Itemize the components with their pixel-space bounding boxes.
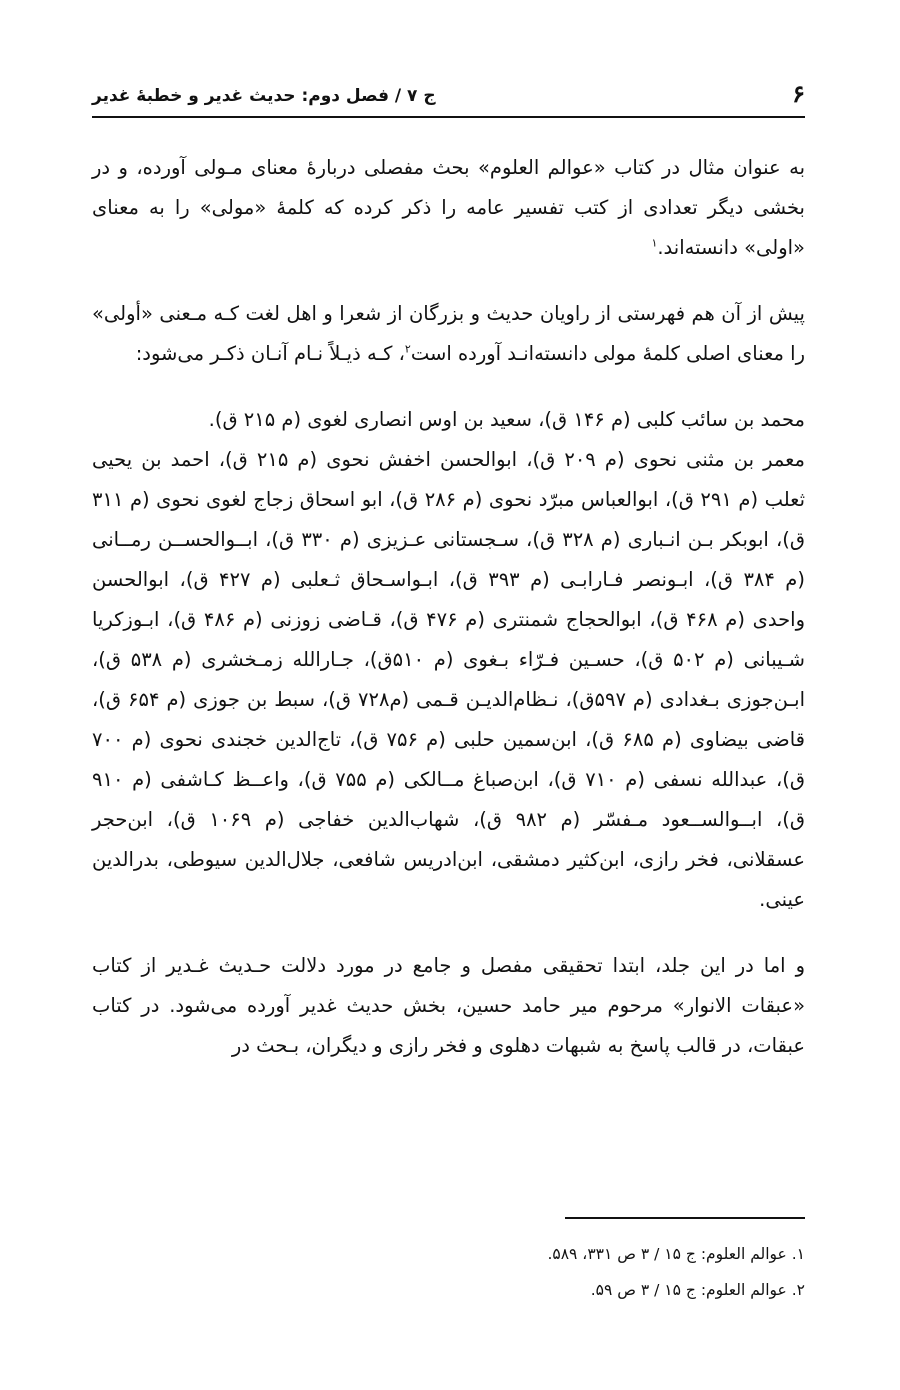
footnote-rule	[565, 1217, 805, 1219]
footnote-1: ۱. عوالم العلوم: ج ۱۵ / ۳ ص ۳۳۱، ۵۸۹.	[547, 1245, 805, 1263]
footnote-ref-2: ۲	[404, 342, 411, 356]
paragraph-2-text-before: پیش از آن هم فهرستی از راویان حدیث و بزرگان از شعرا و اهل لغت کـه مـعنی «أولی» را معنای اصلی کلمهٔ مولی دانسته‌انـد آورده است	[92, 302, 805, 365]
footnotes	[92, 1236, 805, 1308]
paragraph-2-text-after: ، کـه ذیـلاً نـام آنـان ذکـر می‌شود:	[135, 342, 405, 365]
paragraph-2	[92, 294, 805, 374]
paragraph-1-text: به عنوان مثال در کتاب «عوالم العلوم» بحث مفصلی دربارهٔ معنای مـولی آورده، و در بخشی دیگر تعدادی از کتب تفسیر عامه را ذکر کرده که کلمهٔ «مولی» را به معنای «اولی» دانسته‌اند.	[92, 156, 805, 259]
page-number: ۶	[792, 79, 805, 108]
running-head: ج ۷ / فصل دوم: حدیث غدیر و خطبهٔ غدیر	[92, 86, 436, 106]
paragraph-3: محمد بن سائب کلبی (م ۱۴۶ ق)، سعید بن اوس انصاری لغوی (م ۲۱۵ ق).	[208, 408, 805, 431]
paragraph-4: معمر بن مثنی نحوی (م ۲۰۹ ق)، ابوالحسن اخفش نحوی (م ۲۱۵ ق)، احمد بن یحیی ثعلب (م ۲۹۱ ق)، ابوالعباس مبرّد نحوی (م ۲۸۶ ق)، ابو اسحاق زجاج لغوی نحوی (م ۳۱۱ ق)، ابوبکر بـن انـباری (م ۳۲۸ ق)، سـجستانی عـزیزی (م ۳۳۰ ق)، ابــوالحســن رمــانی (م ۳۸۴ ق)، ابـونصر فـارابـی (م ۳۹۳ ق)، ابـواسـحاق ثـعلبی (م ۴۲۷ ق)، ابوالحسن واحدی (م ۴۶۸ ق)، ابوالحجاج شمنتری (م ۴۷۶ ق)، قـاضی زوزنی (م ۴۸۶ ق)، ابـوزکریا شـیبانی (م ۵۰۲ ق)، حسـین فـرّاء بـغوی (م ۵۱۰ق)، جـارالله زمـخشری (م ۵۳۸ ق)، ابـن‌جوزی بـغدادی (م ۵۹۷ق)، نـظام‌الدیـن قـمی (م۷۲۸ ق)، سبط بن جوزی (م ۶۵۴ ق)، قاضی بیضاوی (م ۶۸۵ ق)، ابن‌سمین حلبی (م ۷۵۶ ق)، تاج‌الدین خجندی نحوی (م ۷۰۰ ق)، عبدالله نسفی (م ۷۱۰ ق)، ابن‌صباغ مــالکی (م ۷۵۵ ق)، واعــظ کـاشفی (م ۹۱۰ ق)، ابــوالســعود مـفسّر (م ۹۸۲ ق)، شهاب‌الدین خفاجی (م ۱۰۶۹ ق)، ابن‌حجر عسقلانی، فخر رازی، ابن‌کثیر دمشقی، ابن‌ادریس شافعی، جلال‌الدین سیوطی، بدرالدین عینی.	[92, 448, 806, 911]
header-rule	[92, 116, 805, 118]
page-header	[92, 78, 805, 108]
footnote-2: ۲. عوالم العلوم: ج ۱۵ / ۳ ص ۵۹.	[590, 1281, 805, 1299]
paragraph-5: و اما در این جلد، ابتدا تحقیقی مفصل و جامع در مورد دلالت حـدیث غـدیر از کتاب «عبقات الانوار» مرحوم میر حامد حسین، بخش حدیث غدیر آورده می‌شود. در کتاب عبقات، در قالب پاسخ به شبهات دهلوی و فخر رازی و دیگران، بـحث در	[92, 954, 805, 1057]
body-text	[92, 148, 805, 1066]
paragraph-1	[92, 148, 805, 268]
footnote-ref-1: ۱	[651, 236, 658, 250]
